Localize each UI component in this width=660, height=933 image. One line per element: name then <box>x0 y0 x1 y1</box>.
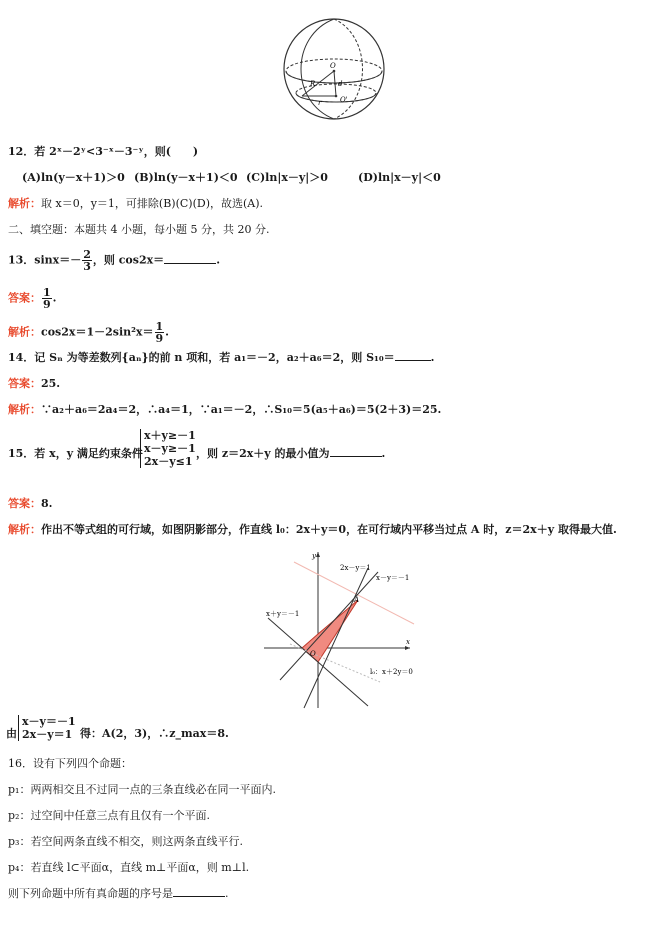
sphere-label-o: O <box>330 62 336 70</box>
q15-system-prefix: 由 <box>6 727 17 740</box>
q16-stem: 16．设有下列四个命题： <box>8 757 132 770</box>
graph-x-label: x <box>406 638 410 646</box>
sphere-label-o-prime: O' <box>340 96 348 104</box>
q12-option-a: (A)ln(y－x＋1)＞0 <box>22 171 125 184</box>
answer-blank <box>330 456 382 457</box>
q12-stem: 12．若 2ˣ－2ʸ<3⁻ˣ－3⁻ʸ，则( ) <box>8 145 199 158</box>
sphere-label-r: R <box>310 80 316 88</box>
analysis-label: 解析： <box>8 197 41 210</box>
analysis-label: 解析： <box>8 403 41 416</box>
q15-stem-pre: 15．若 x，y 满足约束条件 <box>8 447 143 460</box>
q15-system: x－y＝－1 2x－y＝1 <box>18 715 76 741</box>
graph-y-label: y <box>312 552 316 560</box>
answer-label: 答案： <box>8 497 41 510</box>
analysis-label: 解析： <box>8 325 41 339</box>
sphere-label-r-small: r <box>318 99 322 107</box>
q13-stem: 13．sinx＝－ $\frac{2}{3}$ ，则 cos2x＝ . <box>8 248 221 273</box>
answer-blank <box>395 360 431 361</box>
q13-fraction: $\frac{2}{3}$ <box>83 248 91 273</box>
section-2-heading: 二、填空题：本题共 4 小题，每小题 5 分，共 20 分. <box>8 223 270 236</box>
q13-answer: 答案： $\frac{1}{9}$ . <box>8 286 57 311</box>
sphere-figure <box>272 16 396 122</box>
graph-line2-label: x－y＝－1 <box>376 574 410 582</box>
q16-prop-2: p₂：过空间中任意三点有且仅有一个平面. <box>8 809 210 822</box>
graph-origin: O <box>310 650 316 658</box>
q16-prop-1: p₁：两两相交且不过同一点的三条直线必在同一平面内. <box>8 783 276 796</box>
q14-stem: 14．记 Sₙ 为等差数列{aₙ}的前 n 项和，若 a₁＝－2，a₂＋a₆＝2，则 S₁₀＝ . <box>8 351 435 364</box>
answer-blank <box>173 896 225 897</box>
q15-answer: 答案：8. <box>8 497 53 510</box>
q15-stem-post: ，则 z＝2x＋y 的最小值为 . <box>196 447 386 460</box>
q16-prop-3: p₃：若空间两条直线不相交，则这两条直线平行. <box>8 835 243 848</box>
q16-question: 则下列命题中所有真命题的序号是 . <box>8 887 229 900</box>
q14-analysis: 解析：∵a₂＋a₆＝2a₄＝2，∴a₄＝1，∵a₁＝－2，∴S₁₀＝5(a₅＋a₆)＝5(2＋3)＝25. <box>8 403 442 416</box>
graph-line3-label: x＋y＝－1 <box>266 610 300 618</box>
q12-option-d: (D)ln|x－y|＜0 <box>358 171 441 184</box>
answer-label: 答案： <box>8 291 41 305</box>
q12-analysis-text: 取 x＝0，y＝1，可排除(B)(C)(D)，故选(A). <box>41 197 264 210</box>
graph-l0-label: l₀：x＋2y＝0 <box>370 668 413 676</box>
answer-label: 答案： <box>8 377 41 390</box>
q15-analysis: 解析：作出不等式组的可行域，如图阴影部分，作直线 l₀：2x＋y＝0，在可行域内平移当过点 A 时，z＝2x＋y 取得最大值. <box>8 523 617 536</box>
q12-option-b: (B)ln(y－x＋1)＜0 <box>134 171 238 184</box>
q15-system-result: 得：A(2，3)，∴z_max＝8. <box>80 727 229 740</box>
q12-option-c: (C)ln|x－y|＞0 <box>246 171 328 184</box>
q13-analysis: 解析：cos2x＝1－2sin²x＝ $\frac{1}{9}$ . <box>8 320 169 345</box>
graph-point-a: A <box>354 596 360 604</box>
sphere-label-d: d <box>338 80 343 88</box>
q15-constraints: x＋y≥－1 x－y≥－1 2x－y≤1 <box>140 429 196 468</box>
q14-answer: 答案：25. <box>8 377 61 390</box>
analysis-label: 解析： <box>8 523 41 536</box>
q12-analysis <box>8 197 263 211</box>
q16-prop-4: p₄：若直线 l⊂平面α，直线 m⊥平面α，则 m⊥l. <box>8 861 250 874</box>
graph-line1-label: 2x－y＝1 <box>340 564 371 572</box>
feasible-region-graph <box>260 548 430 712</box>
answer-blank <box>164 263 216 264</box>
